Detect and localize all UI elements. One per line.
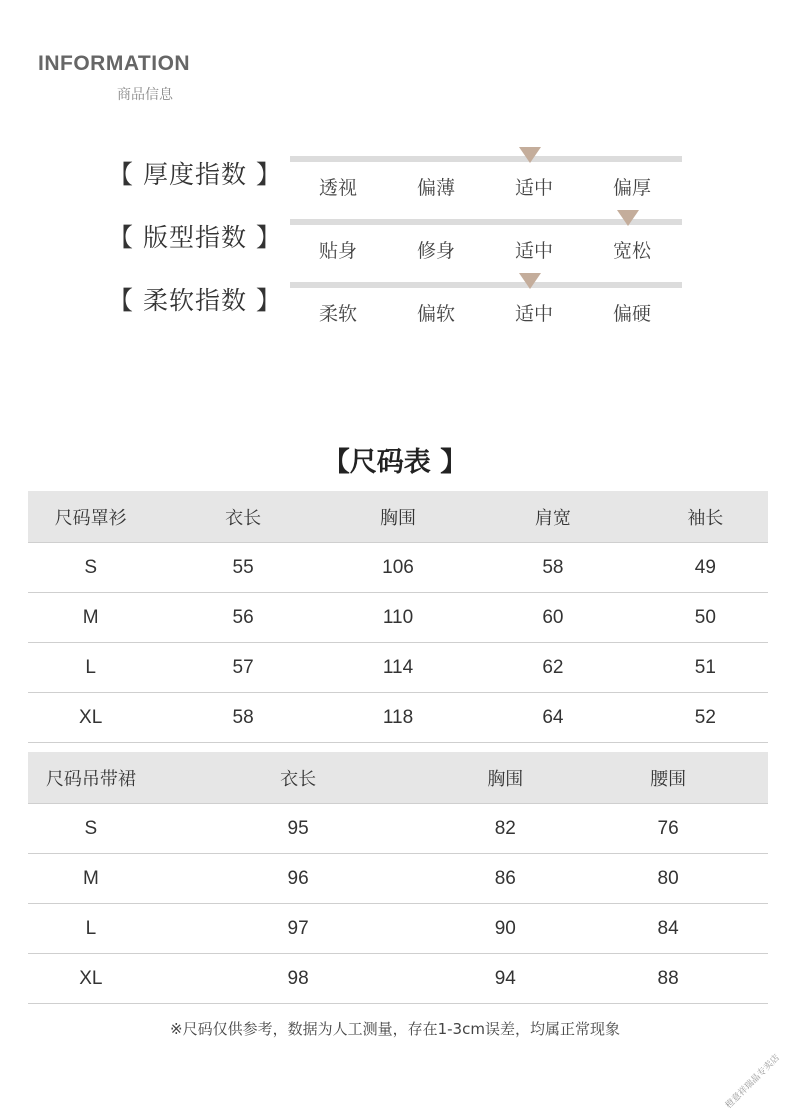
table-cell: 57 — [153, 643, 332, 693]
table-header-cell: 尺码吊带裙 — [28, 752, 154, 804]
table-header-row — [28, 752, 768, 804]
index-option: 偏软 — [416, 303, 455, 325]
table-header-cell: 腰围 — [568, 752, 768, 804]
table-cell: L — [28, 643, 153, 693]
index-scale-bar — [290, 156, 682, 162]
table-row — [28, 954, 768, 1004]
table-cell: XL — [28, 954, 154, 1004]
table-row — [28, 593, 768, 643]
table-cell: 95 — [154, 804, 443, 854]
table-cell: 58 — [153, 693, 332, 743]
size-table-dress — [28, 752, 768, 1004]
table-row — [28, 643, 768, 693]
index-option: 适中 — [514, 303, 553, 325]
index-row — [0, 155, 790, 215]
index-option: 透视 — [318, 177, 357, 199]
table-cell: 96 — [154, 854, 443, 904]
index-scale-bar — [290, 282, 682, 288]
table-cell: S — [28, 804, 154, 854]
table-header-cell: 尺码罩衫 — [28, 491, 153, 543]
table-cell: 94 — [442, 954, 568, 1004]
table-cell: 82 — [442, 804, 568, 854]
index-option: 偏硬 — [612, 303, 651, 325]
index-label: 【 柔软指数 】 — [108, 286, 282, 315]
table-header-cell: 胸围 — [442, 752, 568, 804]
table-cell: 110 — [333, 593, 463, 643]
table-cell: 62 — [463, 643, 642, 693]
table-cell: S — [28, 543, 153, 593]
index-option: 偏厚 — [612, 177, 651, 199]
table-cell: XL — [28, 693, 153, 743]
table-cell: 118 — [333, 693, 463, 743]
table-cell: 80 — [568, 854, 768, 904]
index-option: 偏薄 — [416, 177, 455, 199]
table-row — [28, 854, 768, 904]
table-row — [28, 693, 768, 743]
info-title: INFORMATION — [38, 52, 191, 75]
table-cell: 50 — [643, 593, 768, 643]
index-marker-icon — [617, 210, 639, 226]
table-header-cell: 衣长 — [154, 752, 443, 804]
index-label: 【 版型指数 】 — [108, 223, 282, 252]
table-cell: L — [28, 904, 154, 954]
table-header-row — [28, 491, 768, 543]
index-option: 适中 — [514, 240, 553, 262]
size-chart-title: 【尺码表 】 — [322, 447, 468, 478]
index-option: 贴身 — [318, 240, 357, 262]
table-cell: 114 — [333, 643, 463, 693]
info-subtitle: 商品信息 — [117, 87, 173, 103]
index-row — [0, 218, 790, 278]
table-cell: 52 — [643, 693, 768, 743]
table-cell: 76 — [568, 804, 768, 854]
index-option: 柔软 — [318, 303, 357, 325]
size-note: ※尺码仅供参考，数据为人工测量，存在1-3cm误差，均属正常现象 — [170, 1020, 620, 1038]
table-cell: 90 — [442, 904, 568, 954]
shop-watermark: 橙意祥瑞晶专卖店 — [724, 1052, 782, 1111]
table-header-cell: 衣长 — [153, 491, 332, 543]
index-option: 修身 — [416, 240, 455, 262]
index-option: 适中 — [514, 177, 553, 199]
table-cell: M — [28, 593, 153, 643]
size-table-top — [28, 491, 768, 743]
table-header-cell: 袖长 — [643, 491, 768, 543]
table-cell: 56 — [153, 593, 332, 643]
index-row — [0, 281, 790, 341]
index-option: 宽松 — [612, 240, 651, 262]
table-cell: M — [28, 854, 154, 904]
table-cell: 60 — [463, 593, 642, 643]
table-cell: 49 — [643, 543, 768, 593]
table-header-cell: 肩宽 — [463, 491, 642, 543]
table-cell: 84 — [568, 904, 768, 954]
table-header-cell: 胸围 — [333, 491, 463, 543]
table-row — [28, 904, 768, 954]
table-cell: 106 — [333, 543, 463, 593]
table-cell: 86 — [442, 854, 568, 904]
table-row — [28, 804, 768, 854]
table-cell: 97 — [154, 904, 443, 954]
table-cell: 55 — [153, 543, 332, 593]
index-marker-icon — [519, 273, 541, 289]
index-label: 【 厚度指数 】 — [108, 160, 282, 189]
table-cell: 64 — [463, 693, 642, 743]
table-cell: 58 — [463, 543, 642, 593]
table-cell: 98 — [154, 954, 443, 1004]
table-row — [28, 543, 768, 593]
table-cell: 51 — [643, 643, 768, 693]
index-marker-icon — [519, 147, 541, 163]
table-cell: 88 — [568, 954, 768, 1004]
